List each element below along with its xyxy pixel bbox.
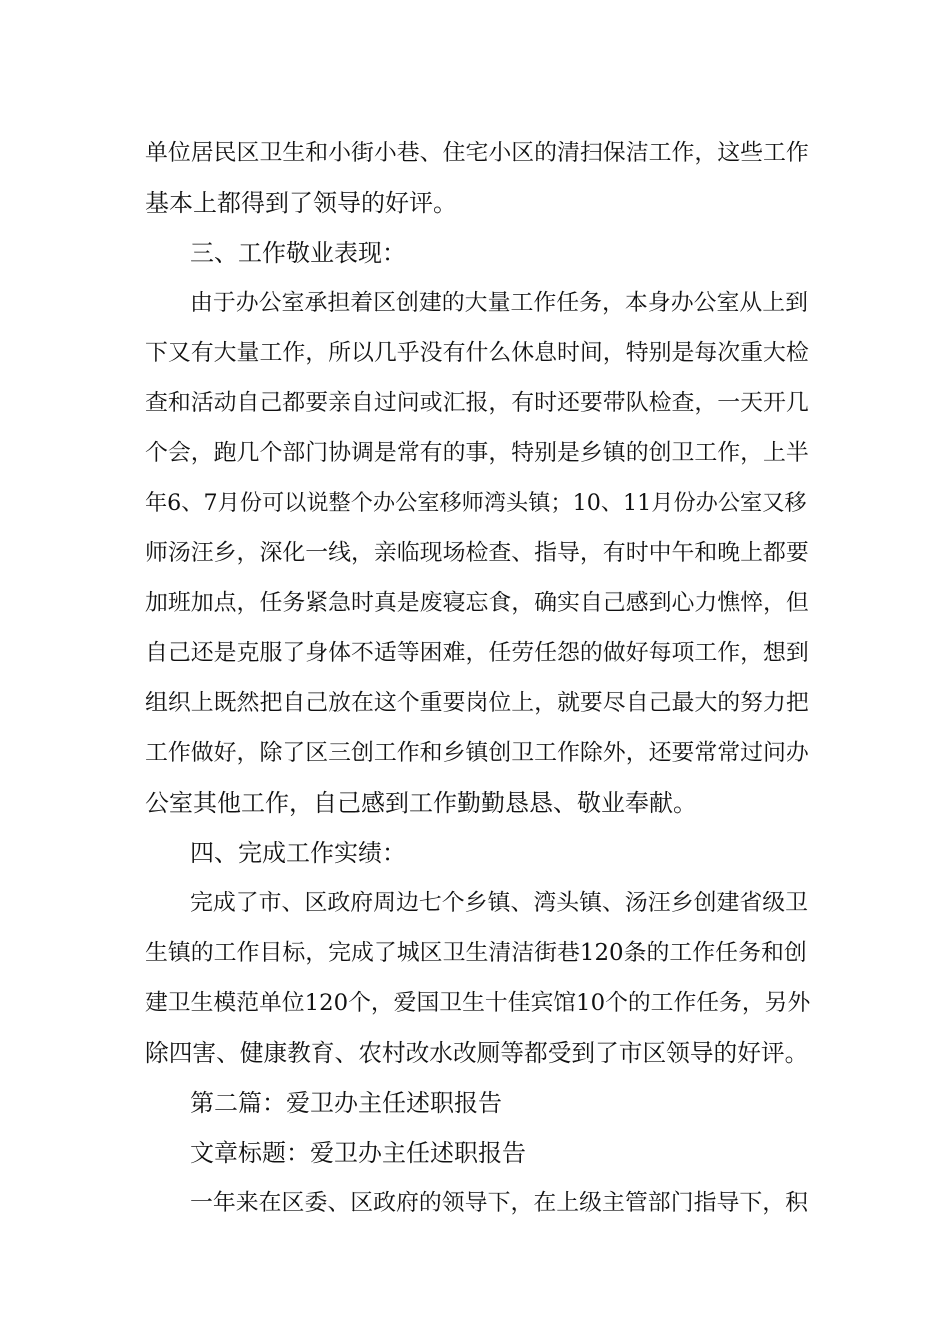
text-line-22: 一年来在区委、区政府的领导下，在上级主管部门指导下，积 [190,1190,809,1216]
text-line-19: 除四害、健康教育、农村改水改厕等都受到了市区领导的好评。 [145,1039,809,1067]
text-line-16: 完成了市、区政府周边七个乡镇、湾头镇、汤汪乡创建省级卫 [190,890,809,916]
text-line-9: 师汤汪乡，深化一线，亲临现场检查、指导，有时中午和晚上都要 [145,540,809,566]
text-line-10: 加班加点，任务紧急时真是废寝忘食，确实自己感到心力憔悴，但 [145,590,809,616]
text-line-18: 建卫生模范单位120个，爱国卫生十佳宾馆10个的工作任务，另外 [145,990,811,1016]
text-line-1: 单位居民区卫生和小街小巷、住宅小区的清扫保洁工作，这些工作 [145,140,809,166]
text-line-17: 生镇的工作目标，完成了城区卫生清洁街巷120条的工作任务和创 [145,940,807,966]
text-line-13: 工作做好，除了区三创工作和乡镇创卫工作除外，还要常常过问办 [145,740,809,766]
text-line-6: 查和活动自己都要亲自过问或汇报，有时还要带队检查，一天开几 [145,390,809,416]
text-line-8: 年6、7月份可以说整个办公室移师湾头镇；10、11月份办公室又移 [145,490,807,516]
section-heading-15: 四、完成工作实绩： [190,839,406,867]
text-line-12: 组织上既然把自己放在这个重要岗位上，就要尽自己最大的努力把 [145,690,809,716]
text-line-14: 公室其他工作，自己感到工作勤勤恳恳、敬业奉献。 [145,789,697,817]
text-line-2: 基本上都得到了领导的好评。 [145,189,457,217]
text-line-5: 下又有大量工作，所以几乎没有什么休息时间，特别是每次重大检 [145,340,809,366]
text-line-7: 个会，跑几个部门协调是常有的事，特别是乡镇的创卫工作，上半 [145,440,809,466]
section-heading-3: 三、工作敬业表现： [190,239,406,267]
text-line-4: 由于办公室承担着区创建的大量工作任务，本身办公室从上到 [190,290,809,316]
chapter-heading-20: 第二篇：爱卫办主任述职报告 [190,1089,502,1117]
text-line-11: 自己还是克服了身体不适等困难，任劳任怨的做好每项工作，想到 [145,640,809,666]
article-title-21: 文章标题：爱卫办主任述职报告 [190,1139,526,1167]
